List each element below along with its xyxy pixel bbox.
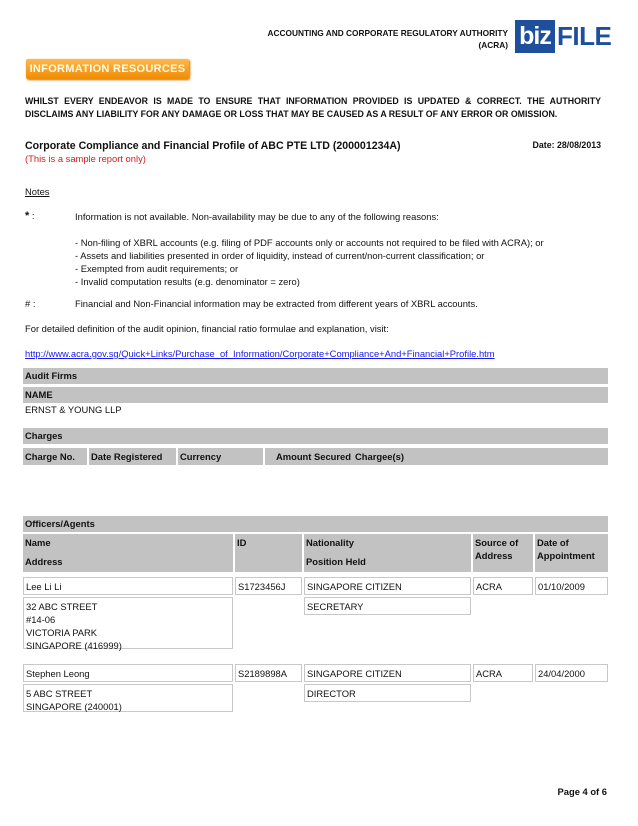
officer-source: ACRA <box>473 664 533 682</box>
officer-appointment-date: 24/04/2000 <box>535 664 608 682</box>
bizfile-logo <box>515 20 612 53</box>
charges-col-currency: Currency <box>178 448 263 465</box>
charges-col-date-registered: Date Registered <box>89 448 176 465</box>
star-colon: : <box>29 210 35 221</box>
report-date: Date: 28/08/2013 <box>532 140 601 150</box>
officer-address-line: SINGAPORE (240001) <box>26 701 122 712</box>
officer-position: DIRECTOR <box>304 684 471 702</box>
officers-col-address: Address <box>25 556 63 567</box>
hash-note-text: Financial and Non-Financial information may be extracted from different years of XBRL accounts. <box>75 298 478 309</box>
officer-id: S1723456J <box>235 577 302 595</box>
officer-address-line: 5 ABC STREET <box>26 688 93 699</box>
officers-col-name: Name <box>25 537 51 548</box>
notes-heading: Notes <box>25 186 50 197</box>
officer-address <box>23 684 233 712</box>
officers-col-source: Source of Address <box>473 534 533 572</box>
officer-name: Lee Li Li <box>23 577 233 595</box>
definition-text: For detailed definition of the audit opinion, financial ratio formulae and explanation, visit: <box>25 323 389 334</box>
officer-address-line: VICTORIA PARK <box>26 627 98 638</box>
officers-col-name-address <box>23 534 233 572</box>
reasons-list <box>75 236 544 288</box>
star-symbol: * <box>25 210 30 222</box>
officer-nationality: SINGAPORE CITIZEN <box>304 664 471 682</box>
officers-col-id: ID <box>235 534 302 572</box>
reason-item: - Assets and liabilities presented in order of liquidity, instead of current/non-current classification; or <box>75 250 485 261</box>
officer-address-line: SINGAPORE (416999) <box>26 640 122 651</box>
reason-item: - Non-filing of XBRL accounts (e.g. filing of PDF accounts only or accounts not required to be filed with ACRA); or <box>75 237 544 248</box>
authority-name-line1: ACCOUNTING AND CORPORATE REGULATORY AUTHORITY <box>267 28 508 38</box>
sample-note: (This is a sample report only) <box>25 153 146 164</box>
information-resources-banner <box>26 59 189 79</box>
charges-col-charge-no: Charge No. <box>23 448 87 465</box>
officers-col-nationality: Nationality <box>306 537 354 548</box>
hash-marker: # : <box>25 298 36 309</box>
charges-col-amount-secured: Amount Secured <box>265 448 353 465</box>
disclaimer: WHILST EVERY ENDEAVOR IS MADE TO ENSURE THAT INFORMATION PROVIDED IS UPDATED & CORRECT. THE AUTHORITY DISCLAIMS ANY LIABILITY FOR ANY DAMAGE OR LOSS THAT MAY BE CAUSED AS A RESULT OF ANY ERROR OR OMISSION. <box>25 96 601 119</box>
star-note-text: Information is not available. Non-availability may be due to any of the following reasons: <box>75 211 439 222</box>
report-title: Corporate Compliance and Financial Profile of ABC PTE LTD (200001234A) <box>25 140 401 152</box>
officers-col-nationality-position <box>304 534 471 572</box>
officers-col-position: Position Held <box>306 556 366 567</box>
audit-firms-heading: Audit Firms <box>23 368 608 384</box>
officer-nationality: SINGAPORE CITIZEN <box>304 577 471 595</box>
definition-link[interactable]: http://www.acra.gov.sg/Quick+Links/Purchase_of_Information/Corporate+Compliance+And+Financial+Profile.htm <box>25 348 495 359</box>
authority-name-line2: (ACRA) <box>478 40 508 50</box>
charges-col-chargees: Chargee(s) <box>353 448 608 465</box>
reason-item: - Exempted from audit requirements; or <box>75 263 239 274</box>
audit-firms-name-label: NAME <box>23 387 608 403</box>
officer-id: S2189898A <box>235 664 302 682</box>
officer-address-line: #14-06 <box>26 614 56 625</box>
authority-name <box>208 27 508 51</box>
bizfile-logo-file: FILE <box>557 21 612 51</box>
reason-item: - Invalid computation results (e.g. denominator = zero) <box>75 276 300 287</box>
audit-firm-name: ERNST & YOUNG LLP <box>25 404 122 415</box>
officer-position: SECRETARY <box>304 597 471 615</box>
officer-source: ACRA <box>473 577 533 595</box>
officer-address <box>23 597 233 649</box>
officer-name: Stephen Leong <box>23 664 233 682</box>
officers-heading: Officers/Agents <box>23 516 608 532</box>
officer-address-line: 32 ABC STREET <box>26 601 98 612</box>
officer-appointment-date: 01/10/2009 <box>535 577 608 595</box>
charges-heading: Charges <box>23 428 608 444</box>
star-marker <box>25 210 35 222</box>
banner-label: INFORMATION RESOURCES <box>29 63 186 75</box>
bizfile-logo-biz: biz <box>515 20 555 53</box>
page-number: Page 4 of 6 <box>557 786 607 797</box>
officers-col-date: Date of Appointment <box>535 534 608 572</box>
